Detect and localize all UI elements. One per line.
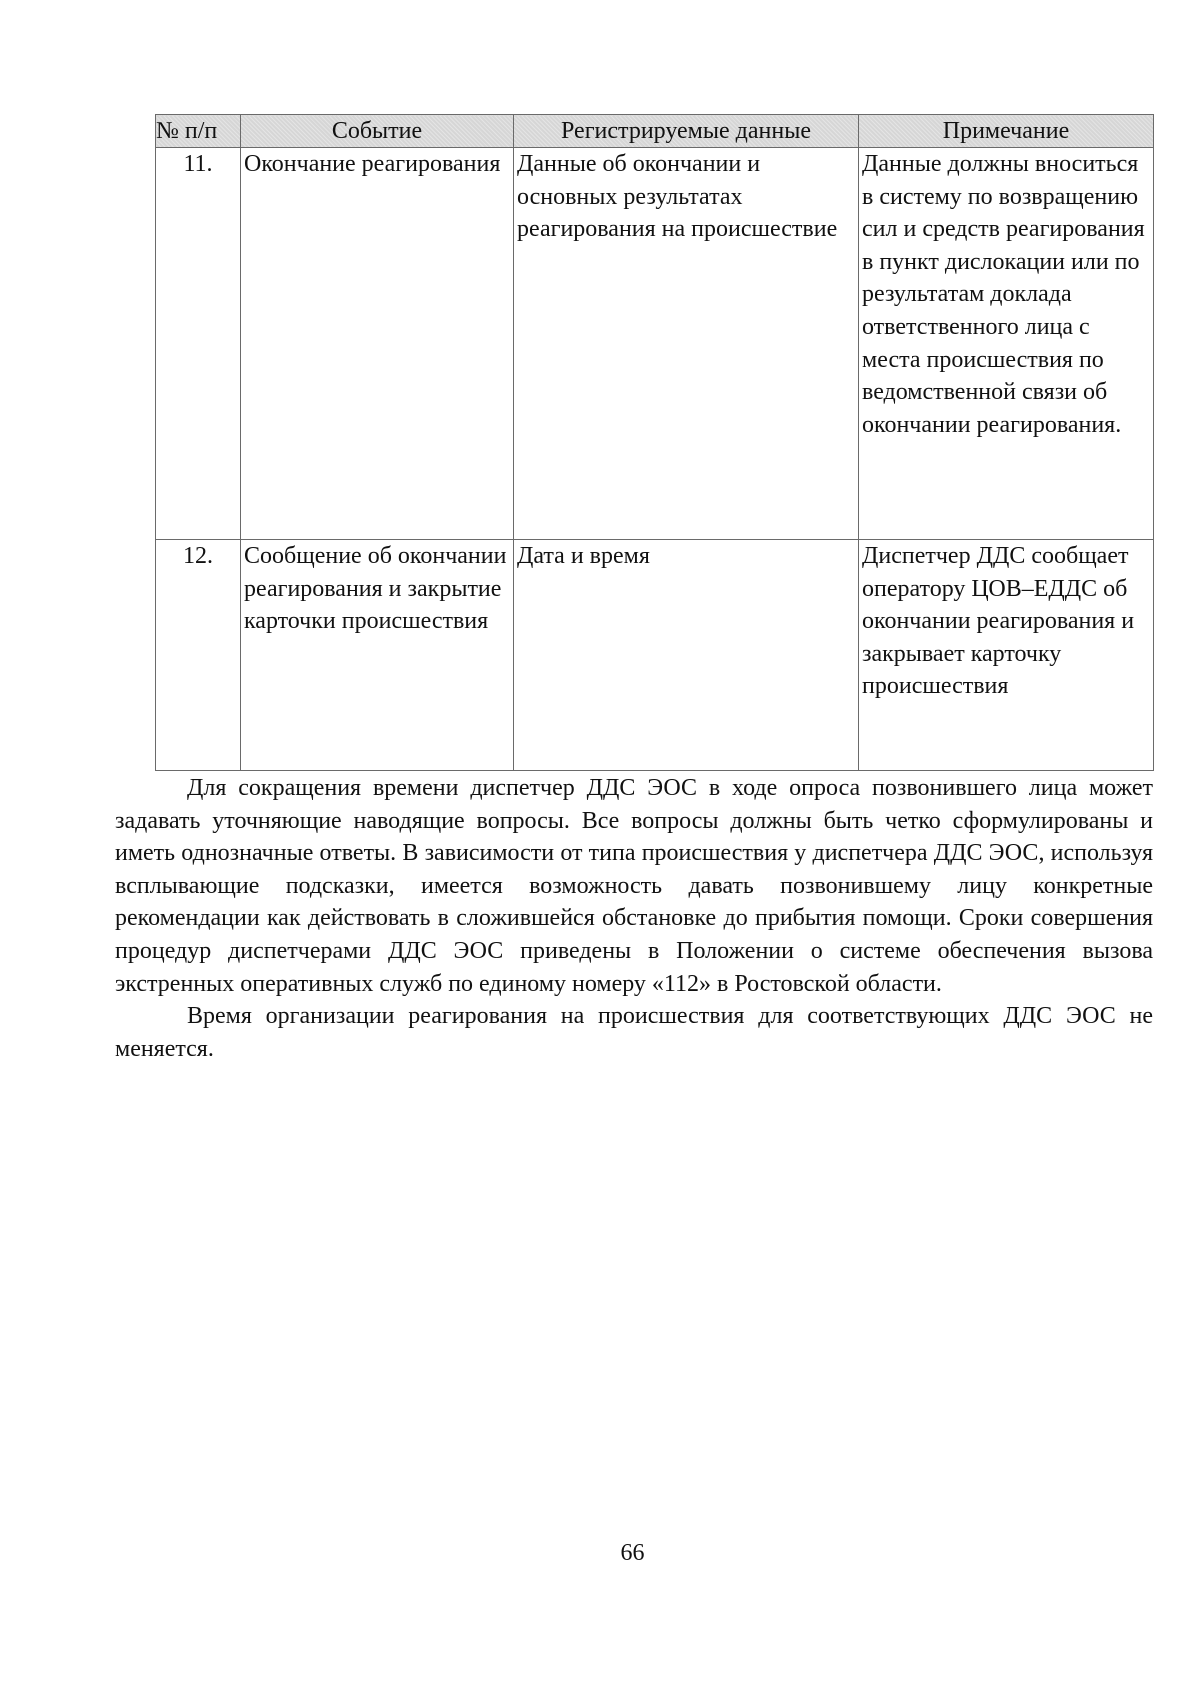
- registered-data-cell: Дата и время: [514, 540, 859, 771]
- paragraph: Время организации реагирования на происшествия для соответствующих ДДС ЭОС не меняется.: [115, 1003, 1153, 1062]
- table-header-row: [156, 115, 1154, 148]
- header-registered-data: Регистрируемые данные: [514, 115, 859, 148]
- header-note: Примечание: [859, 115, 1154, 148]
- registered-data-cell: Данные об окончании и основных результатах реагирования на происшествие: [514, 148, 859, 540]
- table-row: [156, 148, 1154, 540]
- events-table: [155, 114, 1154, 771]
- event-cell: Сообщение об окончании реагирования и закрытие карточки происшествия: [241, 540, 514, 771]
- table-row: [156, 540, 1154, 771]
- paragraph: Для сокращения времени диспетчер ДДС ЭОС в ходе опроса позвонившего лица может задавать уточняющие наводящие вопросы. Все вопросы должны быть четко сформулированы и иметь однозначные ответы. В зависимости от типа происшествия у диспетчера ДДС ЭОС, используя всплывающие подсказки, имеется возможность давать позвонившему лицу конкретные рекомендации как действовать в сложившейся обстановке до прибытия помощи. Сроки совершения процедур диспетчерами ДДС ЭОС приведены в Положении о системе обеспечения вызова экстренных оперативных служб по единому номеру «112» в Ростовской области.: [115, 775, 1153, 997]
- body-text: [115, 772, 1153, 1065]
- note-cell: Диспетчер ДДС сообщает оператору ЦОВ–ЕДДС об окончании реагирования и закрывает карточку происшествия: [859, 540, 1154, 771]
- event-cell: Окончание реагирования: [241, 148, 514, 540]
- note-cell: Данные должны вноситься в систему по возвращению сил и средств реагирования в пункт дислокации или по результатам доклада ответственного лица с места происшествия по ведомственной связи об окончании реагирования.: [859, 148, 1154, 540]
- row-number-cell: 11.: [156, 148, 241, 540]
- header-event: Событие: [241, 115, 514, 148]
- header-number: № п/п: [156, 115, 241, 148]
- row-number-cell: 12.: [156, 540, 241, 771]
- page-number: 66: [620, 1540, 645, 1566]
